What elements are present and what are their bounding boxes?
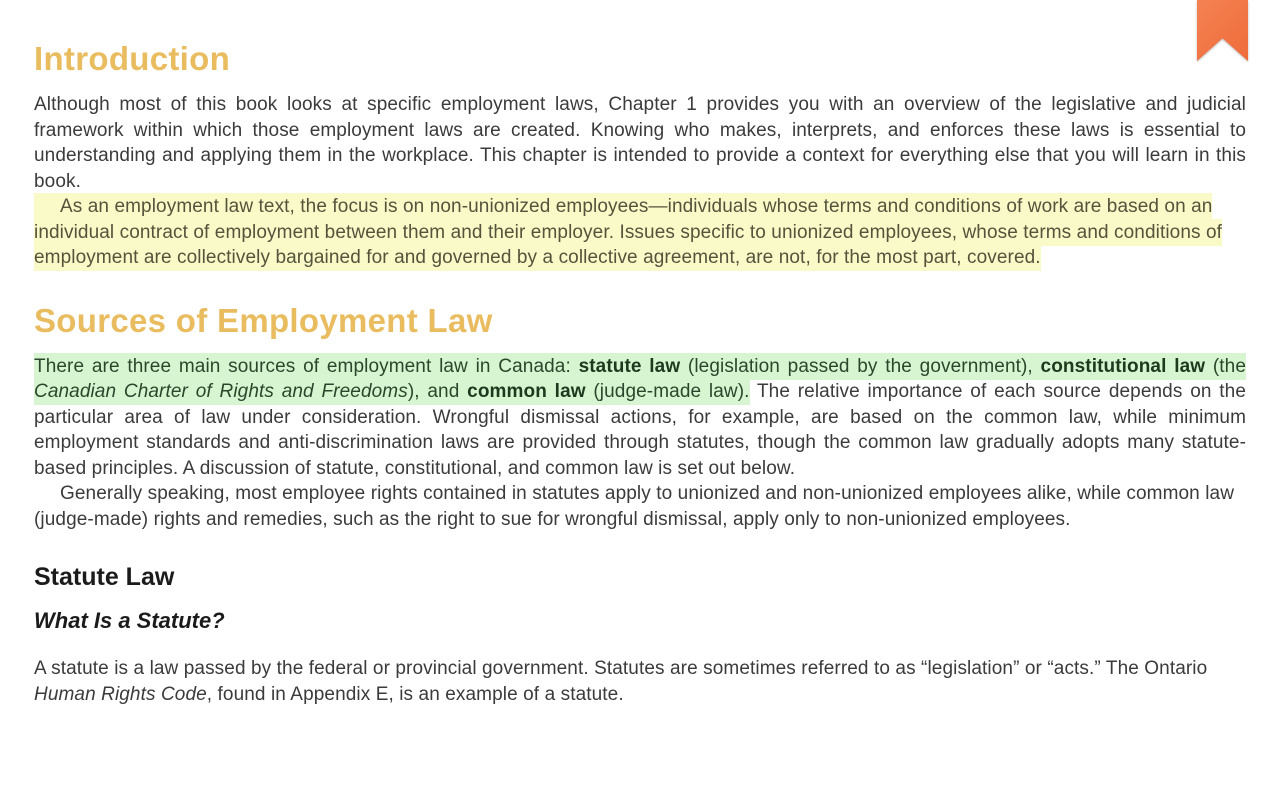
subsection-heading-what-is-a-statute: What Is a Statute?	[34, 608, 225, 633]
highlight-green[interactable]: ), and	[408, 378, 467, 405]
bookmark-ribbon-shape	[1197, 0, 1248, 61]
paragraph	[34, 354, 1246, 482]
paragraph	[34, 481, 1246, 532]
text-segment: Human Rights Code	[34, 683, 207, 705]
highlight-green[interactable]: (the	[1205, 353, 1246, 380]
highlight-green[interactable]: statute law	[579, 353, 681, 380]
highlight-green[interactable]: common law	[467, 378, 585, 405]
section-heading-statute-law: Statute Law	[34, 563, 175, 591]
highlight-green[interactable]: (judge-made law).	[586, 378, 750, 405]
section-heading-introduction: Introduction	[34, 40, 231, 77]
paragraph	[34, 194, 1246, 271]
highlight-green[interactable]: There are three main sources of employment law in Canada:	[34, 353, 579, 380]
text-segment: Generally speaking, most employee rights contained in statutes apply to unionized and non-unionized employees alike, while common law (judge-made) rights and remedies, such as the right to sue for wrongful dismissal, apply only to non-unionized employees.	[34, 483, 1235, 530]
paragraph	[34, 656, 1246, 707]
section-heading-sources-of-employment-law: Sources of Employment Law	[34, 301, 493, 339]
highlight-green[interactable]: Canadian Charter of Rights and Freedoms	[34, 378, 408, 405]
text-segment: The relative importance of each source depends on the particular area of law under consideration. Wrongful dismissal actions, for example, are based on the common law, while minimum employment standards and anti-discrimination laws are provided through statutes, though the common law gradually adopts many statute-based principles. A discussion of statute, constitutional, and common law is set out below.	[34, 381, 1247, 479]
text-segment: Although most of this book looks at specific employment laws, Chapter 1 provides you with an overview of the legislative and judicial framework within which those employment laws are created. Knowing who makes, interprets, and enforces these laws is essential to understanding and applying them in the workplace. This chapter is intended to provide a context for everything else that you will learn in this book.	[34, 94, 1246, 192]
bookmark-ribbon-icon[interactable]	[1197, 0, 1248, 61]
text-segment: , found in Appendix E, is an example of a statute.	[206, 683, 624, 705]
text-segment: A statute is a law passed by the federal or provincial government. Statutes are sometimes referred to as “legislation” or “acts.” The Ontario	[34, 658, 1208, 679]
highlight-green[interactable]: (legislation passed by the government),	[680, 353, 1040, 380]
highlight-yellow[interactable]: As an employment law text, the focus is on non-unionized employees—individuals whose terms and conditions of work are based on an individual contract of employment between them and their employer. Issues specific to unionized employees, whose terms and conditions of employment are collectively bargained for and governed by a collective agreement, are not, for the most part, covered.	[34, 193, 1222, 271]
highlight-green[interactable]: constitutional law	[1041, 353, 1206, 380]
paragraph	[34, 92, 1246, 194]
